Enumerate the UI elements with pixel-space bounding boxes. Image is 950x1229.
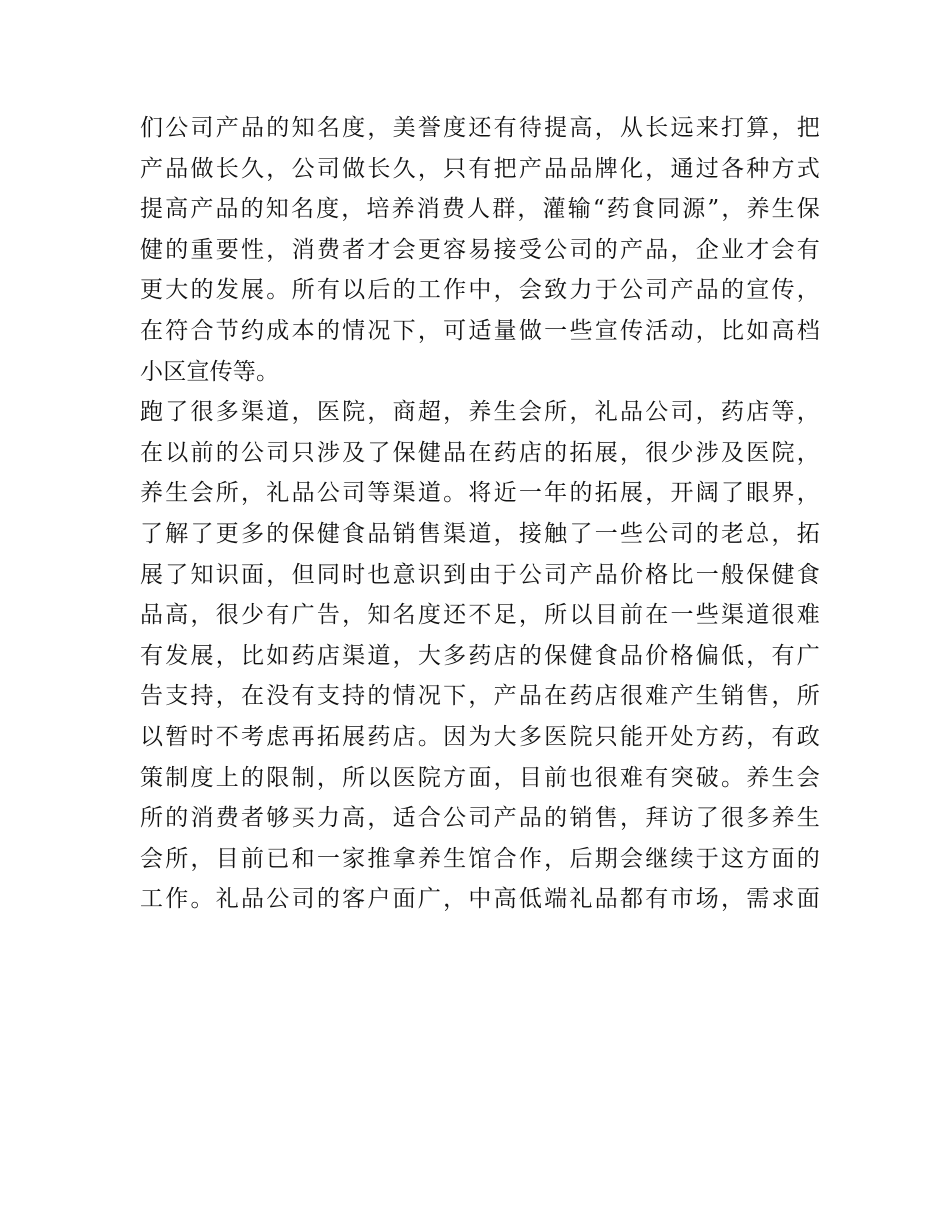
- text-line: 跑了很多渠道，医院，商超，养生会所，礼品公司，药店等，: [140, 399, 820, 426]
- text-line: 告支持，在没有支持的情况下，产品在药店很难产生销售，所: [140, 683, 820, 710]
- text-line: 工作。礼品公司的客户面广，中高低端礼品都有市场，需求面: [140, 886, 820, 913]
- text-line: 更大的发展。所有以后的工作中，会致力于公司产品的宣传，: [140, 277, 820, 304]
- text-line: 有发展，比如药店渠道，大多药店的保健食品价格偏低，有广: [140, 642, 820, 669]
- paragraph: [140, 108, 820, 392]
- text-line: 会所，目前已和一家推拿养生馆合作，后期会继续于这方面的: [140, 845, 820, 872]
- text-line: 展了知识面，但同时也意识到由于公司产品价格比一般保健食: [140, 561, 820, 588]
- paragraph: [140, 392, 820, 920]
- text-line: 品高，很少有广告，知名度还不足，所以目前在一些渠道很难: [140, 602, 820, 629]
- document-body: [140, 108, 820, 920]
- text-line: 策制度上的限制，所以医院方面，目前也很难有突破。养生会: [140, 764, 820, 791]
- text-line: 了解了更多的保健食品销售渠道，接触了一些公司的老总，拓: [140, 520, 820, 547]
- text-line: 提高产品的知名度，培养消费人群，灌输“药食同源”，养生保: [140, 196, 820, 223]
- text-line: 健的重要性，消费者才会更容易接受公司的产品，企业才会有: [140, 236, 820, 263]
- text-line: 以暂时不考虑再拓展药店。因为大多医院只能开处方药，有政: [140, 723, 820, 750]
- text-line: 们公司产品的知名度，美誉度还有待提高，从长远来打算，把: [140, 115, 820, 141]
- text-line: 养生会所，礼品公司等渠道。将近一年的拓展，开阔了眼界，: [140, 480, 820, 507]
- text-line: 在以前的公司只涉及了保健品在药店的拓展，很少涉及医院，: [140, 439, 820, 466]
- text-line: 在符合节约成本的情况下，可适量做一些宣传活动，比如高档: [140, 317, 820, 344]
- text-line: 产品做长久，公司做长久，只有把产品品牌化，通过各种方式: [140, 155, 820, 182]
- text-line: 小区宣传等。: [140, 358, 280, 385]
- text-line: 所的消费者够买力高，适合公司产品的销售，拜访了很多养生: [140, 805, 820, 832]
